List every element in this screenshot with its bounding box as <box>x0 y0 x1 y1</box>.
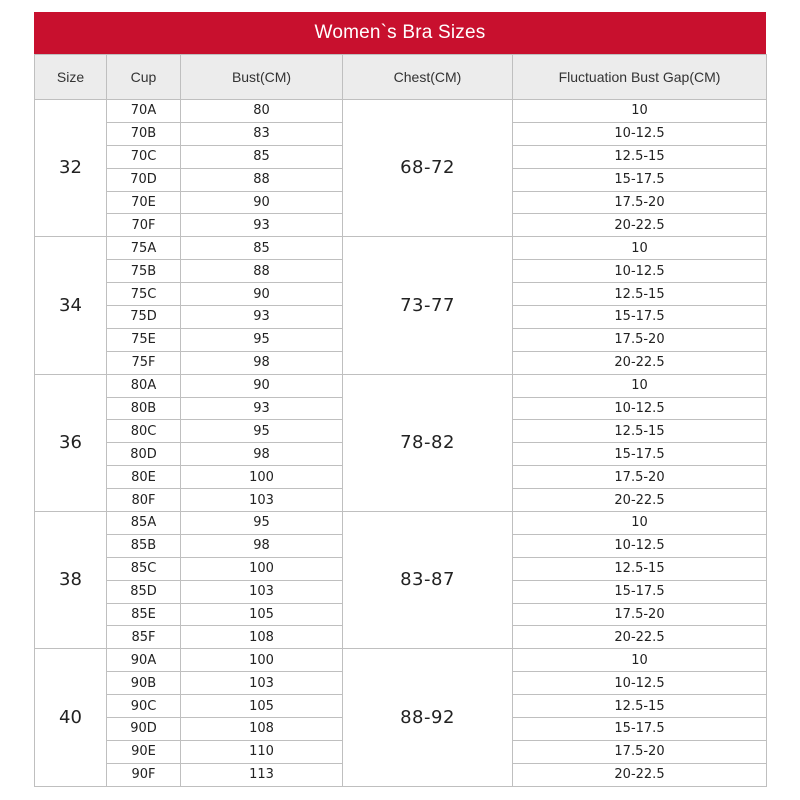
bust-cell: 110 <box>181 740 343 763</box>
cup-cell: 75F <box>107 351 181 374</box>
cup-cell: 75A <box>107 237 181 260</box>
bust-cell: 95 <box>181 512 343 535</box>
size-chart <box>34 12 766 787</box>
bust-cell: 98 <box>181 351 343 374</box>
bust-cell: 90 <box>181 191 343 214</box>
gap-cell: 12.5-15 <box>513 283 767 306</box>
table-row <box>35 649 767 672</box>
cup-cell: 80E <box>107 466 181 489</box>
gap-cell: 10-12.5 <box>513 397 767 420</box>
gap-cell: 17.5-20 <box>513 466 767 489</box>
gap-cell: 20-22.5 <box>513 351 767 374</box>
bust-cell: 85 <box>181 237 343 260</box>
bust-cell: 83 <box>181 122 343 145</box>
gap-cell: 20-22.5 <box>513 214 767 237</box>
gap-cell: 10-12.5 <box>513 534 767 557</box>
cup-cell: 90A <box>107 649 181 672</box>
cup-cell: 75E <box>107 328 181 351</box>
cup-cell: 75B <box>107 260 181 283</box>
bust-cell: 98 <box>181 534 343 557</box>
cup-cell: 80C <box>107 420 181 443</box>
bust-cell: 93 <box>181 214 343 237</box>
gap-cell: 17.5-20 <box>513 603 767 626</box>
gap-cell: 20-22.5 <box>513 489 767 512</box>
cup-cell: 85B <box>107 534 181 557</box>
gap-cell: 17.5-20 <box>513 740 767 763</box>
gap-cell: 10 <box>513 237 767 260</box>
gap-cell: 20-22.5 <box>513 763 767 786</box>
bust-cell: 80 <box>181 100 343 123</box>
size-cell: 38 <box>35 512 107 649</box>
table-row <box>35 512 767 535</box>
cup-cell: 80D <box>107 443 181 466</box>
cup-cell: 70A <box>107 100 181 123</box>
chest-cell: 73-77 <box>343 237 513 374</box>
cup-cell: 90E <box>107 740 181 763</box>
gap-cell: 15-17.5 <box>513 718 767 741</box>
gap-cell: 10 <box>513 374 767 397</box>
cup-cell: 70D <box>107 168 181 191</box>
gap-cell: 12.5-15 <box>513 695 767 718</box>
bust-cell: 105 <box>181 695 343 718</box>
gap-cell: 15-17.5 <box>513 168 767 191</box>
size-cell: 34 <box>35 237 107 374</box>
gap-cell: 10 <box>513 649 767 672</box>
gap-cell: 10-12.5 <box>513 260 767 283</box>
chest-cell: 78-82 <box>343 374 513 511</box>
cup-cell: 90F <box>107 763 181 786</box>
size-cell: 36 <box>35 374 107 511</box>
cup-cell: 70B <box>107 122 181 145</box>
gap-cell: 10 <box>513 100 767 123</box>
cup-cell: 85F <box>107 626 181 649</box>
cup-cell: 75D <box>107 306 181 329</box>
size-table <box>34 54 767 787</box>
cup-cell: 80B <box>107 397 181 420</box>
cup-cell: 85D <box>107 580 181 603</box>
chest-cell: 83-87 <box>343 512 513 649</box>
bust-cell: 105 <box>181 603 343 626</box>
gap-cell: 20-22.5 <box>513 626 767 649</box>
cup-cell: 80F <box>107 489 181 512</box>
header-gap: Fluctuation Bust Gap(CM) <box>513 55 767 100</box>
header-bust: Bust(CM) <box>181 55 343 100</box>
gap-cell: 15-17.5 <box>513 580 767 603</box>
bust-cell: 100 <box>181 466 343 489</box>
bust-cell: 103 <box>181 489 343 512</box>
gap-cell: 17.5-20 <box>513 191 767 214</box>
gap-cell: 10-12.5 <box>513 122 767 145</box>
gap-cell: 10 <box>513 512 767 535</box>
cup-cell: 70F <box>107 214 181 237</box>
bust-cell: 95 <box>181 420 343 443</box>
gap-cell: 17.5-20 <box>513 328 767 351</box>
cup-cell: 85A <box>107 512 181 535</box>
cup-cell: 90B <box>107 672 181 695</box>
cup-cell: 90D <box>107 718 181 741</box>
gap-cell: 15-17.5 <box>513 306 767 329</box>
table-row <box>35 100 767 123</box>
header-row <box>35 55 767 100</box>
bust-cell: 113 <box>181 763 343 786</box>
bust-cell: 98 <box>181 443 343 466</box>
bust-cell: 95 <box>181 328 343 351</box>
gap-cell: 15-17.5 <box>513 443 767 466</box>
bust-cell: 108 <box>181 626 343 649</box>
bust-cell: 88 <box>181 260 343 283</box>
cup-cell: 85E <box>107 603 181 626</box>
cup-cell: 90C <box>107 695 181 718</box>
bust-cell: 100 <box>181 557 343 580</box>
size-cell: 32 <box>35 100 107 237</box>
bust-cell: 90 <box>181 283 343 306</box>
gap-cell: 12.5-15 <box>513 420 767 443</box>
gap-cell: 10-12.5 <box>513 672 767 695</box>
cup-cell: 70E <box>107 191 181 214</box>
cup-cell: 85C <box>107 557 181 580</box>
cup-cell: 70C <box>107 145 181 168</box>
table-row <box>35 237 767 260</box>
bust-cell: 93 <box>181 306 343 329</box>
bust-cell: 108 <box>181 718 343 741</box>
table-row <box>35 374 767 397</box>
bust-cell: 100 <box>181 649 343 672</box>
gap-cell: 12.5-15 <box>513 557 767 580</box>
bust-cell: 103 <box>181 672 343 695</box>
size-table-body <box>35 100 767 787</box>
bust-cell: 90 <box>181 374 343 397</box>
header-size: Size <box>35 55 107 100</box>
bust-cell: 103 <box>181 580 343 603</box>
bust-cell: 93 <box>181 397 343 420</box>
cup-cell: 75C <box>107 283 181 306</box>
bust-cell: 85 <box>181 145 343 168</box>
chest-cell: 88-92 <box>343 649 513 786</box>
chest-cell: 68-72 <box>343 100 513 237</box>
header-chest: Chest(CM) <box>343 55 513 100</box>
cup-cell: 80A <box>107 374 181 397</box>
header-cup: Cup <box>107 55 181 100</box>
size-cell: 40 <box>35 649 107 786</box>
bust-cell: 88 <box>181 168 343 191</box>
gap-cell: 12.5-15 <box>513 145 767 168</box>
chart-title: Women`s Bra Sizes <box>34 12 766 54</box>
